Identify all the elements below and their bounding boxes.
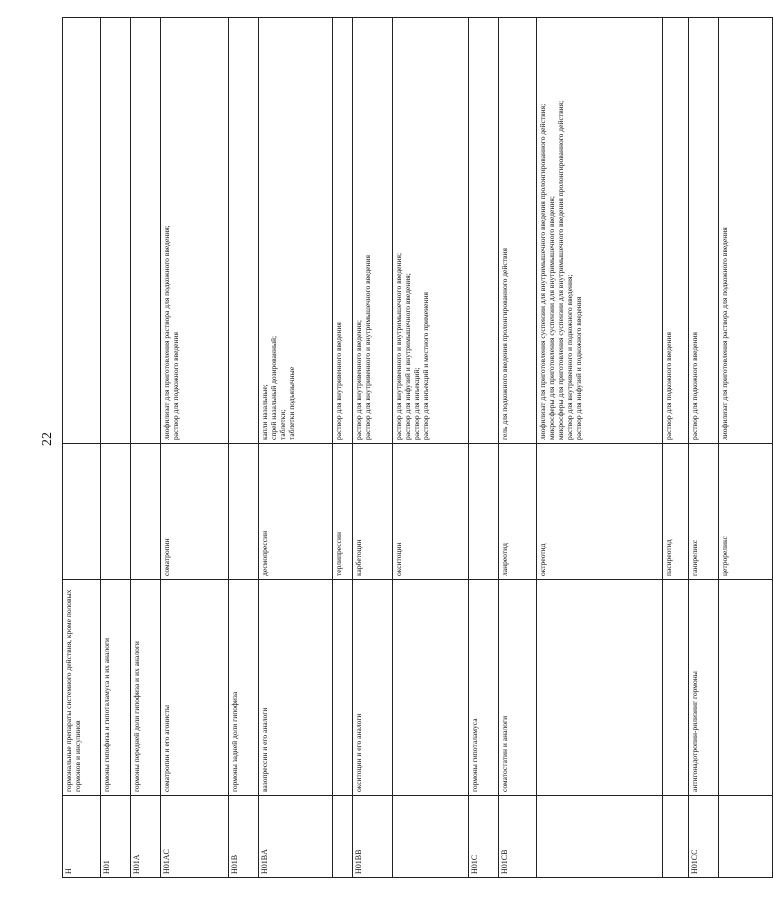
table-row — [259, 18, 333, 878]
group-name-cell — [393, 580, 469, 796]
atc-code-cell: H01B — [229, 796, 259, 878]
dosage-forms-cell — [333, 18, 353, 444]
atc-code-cell: H01A — [131, 796, 161, 878]
drug-name-cell: десмопрессин — [259, 444, 333, 580]
group-name-cell — [537, 580, 663, 796]
dosage-forms-cell — [537, 18, 663, 444]
dosage-form-line: таблетки; — [278, 409, 287, 440]
rotated-table-container — [62, 18, 729, 878]
dosage-forms-cell — [663, 18, 689, 444]
atc-code-cell: H01AC — [161, 796, 229, 878]
group-name-cell: окситоцин и его аналоги — [353, 580, 393, 796]
atc-code-cell: H01C — [469, 796, 499, 878]
dosage-forms-cell — [259, 18, 333, 444]
group-name-cell: гормоны передней доли гипофиза и их аналоги — [131, 580, 161, 796]
dosage-form-line: спрей назальный дозированный; — [269, 335, 278, 440]
drug-name-cell — [101, 444, 131, 580]
dosage-form-line: лиофилизат для приготовления раствора для подкожного введения — [720, 227, 729, 440]
dosage-forms-cell — [101, 18, 131, 444]
dosage-form-line: раствор для инфузий и подкожного введения — [574, 296, 583, 440]
dosage-form-line: раствор для инъекций; — [412, 367, 421, 440]
table-row — [469, 18, 499, 878]
dosage-forms-cell — [161, 18, 229, 444]
group-name-cell: вазопрессин и его аналоги — [259, 580, 333, 796]
atc-code-cell: H01BB — [353, 796, 393, 878]
table-row — [101, 18, 131, 878]
page-number: 22 — [40, 432, 55, 446]
drug-name-cell: цетрореликс — [719, 444, 773, 580]
group-name-cell: соматостатин и аналоги — [499, 580, 537, 796]
dosage-form-line: гель для подкожного введения пролонгированного действия — [500, 248, 509, 440]
dosage-form-line: раствор для внутривенного и внутримышечного введения; — [394, 252, 403, 440]
dosage-form-line: раствор для внутривенного и подкожного введения; — [565, 274, 574, 440]
drug-name-cell: окситоцин — [393, 444, 469, 580]
table-row — [333, 18, 353, 878]
dosage-forms-cell — [63, 18, 101, 444]
drug-name-cell — [131, 444, 161, 580]
dosage-form-line: капли назальные; — [260, 384, 269, 440]
drug-name-cell: ланреотид — [499, 444, 537, 580]
atc-code-cell — [537, 796, 663, 878]
atc-code-cell: H01CC — [689, 796, 719, 878]
table-row — [229, 18, 259, 878]
group-name-cell: гормоны гипоталамуса — [469, 580, 499, 796]
atc-code-cell: H01CB — [499, 796, 537, 878]
dosage-form-line: раствор для внутривенного введения; — [354, 320, 363, 440]
group-name-cell: гормоны задней доли гипофиза — [229, 580, 259, 796]
dosage-forms-cell — [469, 18, 499, 444]
drug-name-cell: терлипрессин — [333, 444, 353, 580]
dosage-form-line: лиофилизат для приготовления суспензии для внутримышечного введения пролонгированного действия; — [538, 103, 547, 440]
table-row — [719, 18, 773, 878]
dosage-form-line: раствор для внутривенного и внутримышечного введения — [363, 255, 372, 440]
dosage-form-line: раствор для подкожного введения — [690, 332, 699, 440]
dosage-form-line: лиофилизат для приготовления раствора для подкожного введения; — [162, 225, 171, 440]
dosage-form-line: раствор для инфузий и внутримышечного введения; — [403, 273, 412, 440]
atc-code-cell: H — [63, 796, 101, 878]
group-name-cell — [663, 580, 689, 796]
dosage-form-line: таблетки подъязычные — [287, 366, 296, 440]
group-name-cell: соматропин и его агонисты — [161, 580, 229, 796]
dosage-forms-cell — [229, 18, 259, 444]
dosage-form-line: раствор для внутривенного введения — [334, 322, 343, 440]
group-name-cell: гормональные препараты системного действия, кроме половых гормонов и инсулинов — [63, 580, 101, 796]
atc-code-cell — [719, 796, 773, 878]
drug-table — [62, 17, 773, 878]
atc-code-cell: H01BA — [259, 796, 333, 878]
drug-name-cell — [63, 444, 101, 580]
group-name-cell: антигонадотропин-рилизинг гормоны — [689, 580, 719, 796]
dosage-form-line: раствор для подкожного введения — [171, 332, 180, 440]
atc-code-cell — [393, 796, 469, 878]
group-name-cell — [333, 580, 353, 796]
dosage-form-line: микросферы для приготовления суспензии для внутримышечного введения; — [547, 196, 556, 440]
group-name-cell — [719, 580, 773, 796]
table-row — [663, 18, 689, 878]
group-name-cell: гормоны гипофиза и гипоталамуса и их аналоги — [101, 580, 131, 796]
drug-name-cell — [469, 444, 499, 580]
dosage-form-line: раствор для инъекций и местного применения — [421, 292, 430, 440]
table-row — [131, 18, 161, 878]
drug-name-cell: карбетоцин — [353, 444, 393, 580]
table-row — [353, 18, 393, 878]
atc-code-cell — [663, 796, 689, 878]
table-row — [161, 18, 229, 878]
atc-code-cell: H01 — [101, 796, 131, 878]
drug-name-cell — [229, 444, 259, 580]
dosage-form-line: раствор для подкожного введения — [664, 332, 673, 440]
dosage-forms-cell — [719, 18, 773, 444]
dosage-forms-cell — [499, 18, 537, 444]
table-row — [63, 18, 101, 878]
table-row — [393, 18, 469, 878]
drug-name-cell: пасиреотид — [663, 444, 689, 580]
atc-code-cell — [333, 796, 353, 878]
dosage-forms-cell — [353, 18, 393, 444]
table-row — [537, 18, 663, 878]
dosage-forms-cell — [393, 18, 469, 444]
drug-name-cell: ганиреликс — [689, 444, 719, 580]
dosage-forms-cell — [689, 18, 719, 444]
drug-name-cell: октреотид — [537, 444, 663, 580]
dosage-forms-cell — [131, 18, 161, 444]
table-row — [499, 18, 537, 878]
drug-name-cell: соматропин — [161, 444, 229, 580]
table-row — [689, 18, 719, 878]
dosage-form-line: микросферы для приготовления суспензии для внутримышечного введения пролонгированного действия; — [556, 100, 565, 440]
